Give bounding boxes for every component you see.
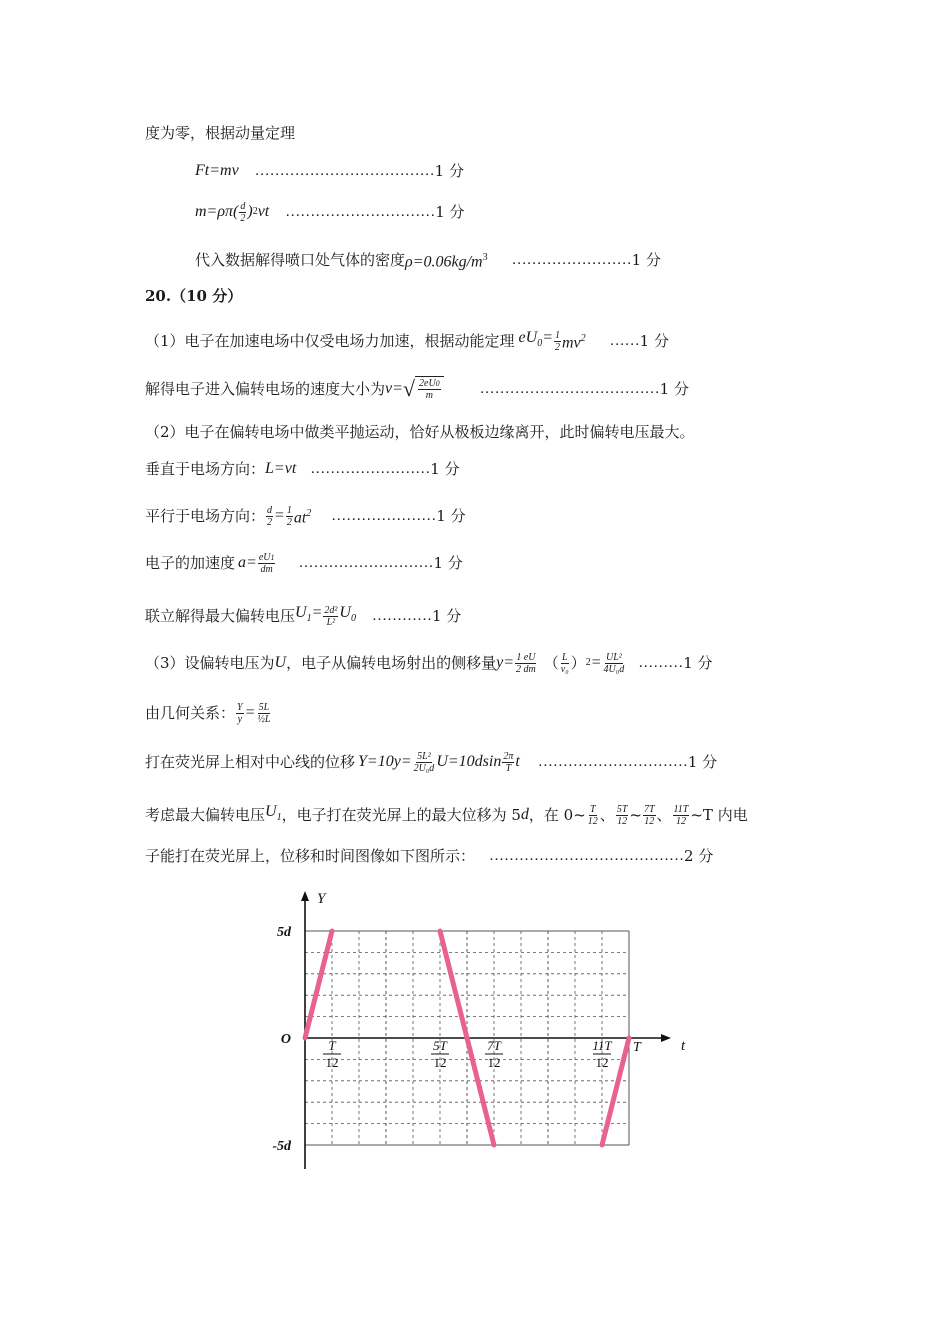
- line-part2: [145, 420, 695, 444]
- text-geometry: 由几何关系：: [145, 704, 236, 722]
- dots: …………………………………: [489, 848, 685, 864]
- text-screen-displacement: 打在荧光屏上相对中心线的位移: [145, 753, 356, 771]
- exponent: 2: [580, 332, 586, 344]
- formula-part: mv: [562, 334, 581, 352]
- subscript: 0: [350, 613, 356, 625]
- dots: ………………………: [298, 555, 434, 571]
- score: 1 分: [683, 654, 713, 672]
- score: 2 分: [684, 847, 714, 865]
- fraction-half: $\frac{1}{2}$: [286, 504, 292, 528]
- x-tick-numerator: T: [328, 1038, 336, 1053]
- text-max-voltage: 联立解得最大偏转电压: [145, 607, 296, 626]
- x-tick-denominator: 12: [433, 1055, 447, 1070]
- line-part3: [145, 651, 713, 675]
- fraction-eu1-dm: $\frac{eU1}{dm}$: [258, 551, 275, 575]
- formula-part: vt: [257, 203, 270, 220]
- score: 1 分: [639, 332, 669, 351]
- sqrt-expression: √ $\frac{2eU0}{m}$: [403, 376, 444, 402]
- exponent: 3: [482, 252, 488, 263]
- dots: ………………………………: [254, 163, 435, 179]
- paren-close: ）: [570, 654, 586, 672]
- fraction-half: $\frac{1}{2}$: [555, 329, 560, 353]
- question-20-header: [145, 284, 242, 308]
- formula-l-vt: L=vt: [265, 460, 297, 477]
- text-range: ，在 0~: [528, 806, 586, 825]
- formula-part: t: [515, 753, 520, 770]
- fraction-5l2-2u0d: $\frac{\text{5L²}}{\text{2U₀d}}$: [413, 750, 435, 774]
- dots: …………………: [331, 508, 437, 525]
- text-momentum-intro: 度为零，根据动量定理: [145, 124, 296, 142]
- line-geometry: [145, 701, 272, 725]
- dots: …………: [371, 608, 432, 625]
- exponent: 2: [585, 657, 591, 668]
- dots: ………………………………: [479, 381, 660, 397]
- dots: ……: [609, 333, 640, 350]
- formula-part: ): [247, 203, 253, 220]
- formula-part: U: [295, 604, 307, 621]
- fraction-11T-12: $\frac{11T}{12}$: [673, 803, 689, 827]
- y-axis-arrow: [301, 891, 309, 901]
- fraction-T-12: $\frac{T}{12}$: [587, 803, 598, 827]
- fraction-ul2-4u0d: $\frac{\text{UL²}}{\text{4U₀d}}$: [603, 651, 625, 675]
- line-ft-mv: [195, 159, 464, 183]
- text-max-displacement: 考虑最大偏转电压: [145, 806, 266, 825]
- text-acceleration: 电子的加速度: [145, 554, 236, 572]
- text-max-displacement-b: ，电子打在荧光屏上的最大位移为 5: [281, 806, 521, 825]
- paren-open: （: [543, 654, 559, 672]
- text-part3: （3）设偏转电压为: [145, 654, 275, 672]
- text-range-tail: ~T 内电: [690, 806, 748, 825]
- formula-part: at: [293, 509, 307, 527]
- x-tick-denominator: 12: [487, 1055, 501, 1070]
- x-tick-numerator: 5T: [433, 1038, 447, 1053]
- equals: =: [590, 654, 602, 671]
- fraction-eu-2dm: $\frac{1 eU}{2 dm}$: [516, 651, 536, 675]
- score: 1 分: [631, 251, 661, 270]
- fraction-7T-12: $\frac{7T}{12}$: [643, 803, 655, 827]
- line-density-result: [195, 246, 661, 274]
- fraction-Y-y: $\frac{Y}{y}$: [237, 701, 243, 725]
- formula-part: eU: [518, 329, 538, 346]
- fraction-d-2: $\frac{d}{2}$: [267, 504, 273, 528]
- line-max-voltage: [145, 601, 461, 631]
- text-part2: （2）电子在偏转电场中做类平抛运动，恰好从极板边缘离开，此时偏转电压最大。: [145, 423, 695, 441]
- dots: ………: [638, 655, 684, 671]
- dots: ……………………: [511, 252, 632, 269]
- x-axis-label: t: [681, 1038, 686, 1054]
- fraction-2pi-T: $\frac{2\pi}{T}$: [503, 750, 514, 774]
- fraction-5L-halfL: $\frac{5L}{\text{½L}}$: [257, 701, 271, 725]
- score: 1 分: [434, 162, 464, 180]
- text-density: 代入数据解得喷口处气体的密度: [195, 251, 406, 270]
- equals: =: [274, 507, 285, 525]
- formula-ft-mv: Ft=mv: [195, 162, 239, 179]
- separator: 、: [599, 806, 615, 825]
- score: 1 分: [431, 607, 462, 626]
- score: 1 分: [659, 380, 689, 398]
- subscript: 1: [306, 613, 312, 625]
- equals: =: [542, 329, 553, 346]
- line-perpendicular: [145, 457, 460, 481]
- line-parallel: [145, 502, 466, 530]
- formula-part: a=: [238, 554, 257, 571]
- formula-part: U: [265, 803, 277, 820]
- text-perpendicular: 垂直于电场方向：: [145, 460, 266, 478]
- text-parallel: 平行于电场方向：: [145, 507, 266, 526]
- x-tick-denominator: 12: [595, 1055, 609, 1070]
- text-part3-b: ，电子从偏转电场射出的侧移量: [286, 654, 497, 672]
- displacement-time-chart: [255, 885, 695, 1175]
- x-tick-numerator: 11T: [592, 1038, 612, 1053]
- formula-part: U: [274, 654, 287, 671]
- exponent: 2: [306, 508, 312, 519]
- formula-part: U=10dsin: [436, 753, 502, 770]
- separator: 、: [656, 806, 672, 825]
- exponent: 2: [252, 206, 258, 217]
- equals: =: [244, 704, 256, 721]
- y-axis-label: Y: [317, 891, 326, 907]
- formula-part: y=: [496, 654, 515, 671]
- x-axis-arrow: [661, 1034, 671, 1042]
- text-part1: （1）电子在加速电场中仅受电场力加速，根据动能定理: [145, 332, 515, 351]
- line-graph-intro: [145, 844, 713, 868]
- y-tick-label: 5d: [277, 925, 291, 940]
- density-value: ρ=0.06kg/m: [405, 253, 483, 271]
- score: 1 分: [433, 554, 463, 572]
- fraction-l-v0: $\frac{L}{\text{v₀}}$: [560, 651, 569, 675]
- y-tick-label: O: [280, 1032, 291, 1047]
- x-tick-numerator: 7T: [487, 1038, 501, 1053]
- x-tick-label: T: [633, 1040, 641, 1055]
- formula-part: U: [339, 604, 351, 621]
- line-velocity: [145, 376, 689, 402]
- line-part1: [145, 326, 669, 356]
- fraction-2d2-l2: $\frac{\text{2d²}}{\text{L²}}$: [324, 604, 338, 628]
- score: 1 分: [687, 753, 718, 771]
- dots: ……………………: [310, 461, 431, 477]
- text-graph-intro: 子能打在荧光屏上，位移和时间图像如下图所示：: [145, 847, 476, 865]
- tilde: ~: [629, 806, 642, 825]
- dots: …………………………: [285, 204, 436, 220]
- formula-part: m=ρπ(: [195, 203, 239, 220]
- formula-part: Y=10y=: [358, 753, 412, 770]
- x-tick-denominator: 12: [325, 1055, 339, 1070]
- series-line: [305, 931, 332, 1038]
- axes: [301, 891, 671, 1169]
- equals: =: [311, 604, 323, 621]
- line-mass-formula: [195, 200, 465, 224]
- fraction-5T-12: $\frac{5T}{12}$: [616, 803, 628, 827]
- fraction-d-2: $\frac{d}{2}$: [240, 200, 246, 224]
- score: 1 分: [436, 507, 466, 526]
- score: 1 分: [430, 460, 460, 478]
- dots: …………………………: [537, 754, 688, 770]
- subscript: 1: [276, 812, 282, 824]
- line-acceleration: [145, 551, 463, 575]
- score: 1 分: [435, 203, 465, 221]
- subscript: 0: [537, 338, 543, 350]
- formula-part: d: [520, 806, 529, 824]
- formula-part: v=: [385, 380, 403, 397]
- question-number: 20.（10 分）: [145, 287, 243, 305]
- text-velocity: 解得电子进入偏转电场的速度大小为: [145, 380, 386, 398]
- line-max-displacement: [145, 800, 748, 830]
- y-tick-label: -5d: [272, 1139, 291, 1154]
- line-momentum-intro: [145, 121, 295, 145]
- line-screen-displacement: [145, 750, 717, 774]
